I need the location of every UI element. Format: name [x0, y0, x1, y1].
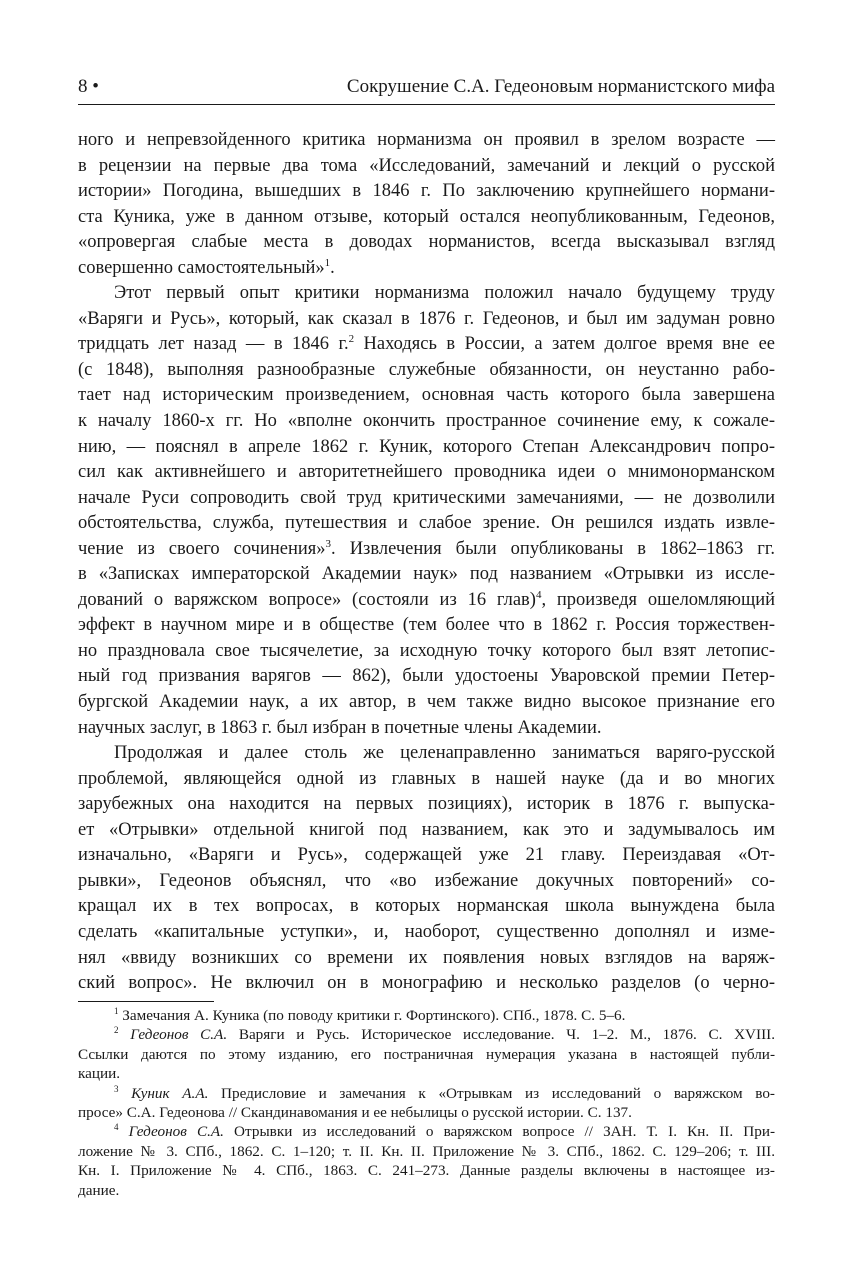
footnote-ref: 3	[325, 537, 332, 550]
text-line: Этот первый опыт критики норманизма положил начало будущему труду	[114, 283, 775, 304]
text-line: ста Куника, уже в данном отзыве, который остался неопубликованным, Гедеонов,	[78, 206, 775, 227]
text-line: кращал их в тех вопросах, в которых норманская школа вынуждена была	[78, 896, 775, 917]
running-header	[78, 74, 775, 105]
text-line: дований о варяжском вопросе» (состояли из 16 глав)$^4$, произведя ошеломляющий	[78, 588, 776, 610]
footnote-ref: 2	[348, 333, 355, 346]
footnote-line: кации.	[78, 1065, 121, 1083]
text-line: изначально, «Варяги и Русь», содержащей уже 21 главу. Переиздавая «От-	[78, 845, 775, 866]
text-line: научных заслуг, в 1863 г. был избран в почетные члены Академии.	[78, 717, 602, 738]
text-line: сделать «капитальные уступки», и, наоборот, существенно дополнял и изме-	[78, 921, 775, 942]
footnote-ref: 4	[535, 588, 542, 601]
text-line: в рецензии на первые два тома «Исследований, замечаний и лекций о русской	[78, 155, 775, 176]
text-line: эффект в научном мире и в обществе (тем более что в 1862 г. Россия торжествен-	[78, 615, 775, 636]
footnote-line: ложение № 3. СПб., 1862. С. 1–120; т. II. Кн. II. Приложение № 3. СПб., 1862. С. 129–206; т. III.	[78, 1142, 775, 1160]
text-line: истории» Погодина, вышедших в 1846 г. По заключению крупнейшего нормани-	[78, 181, 775, 202]
footnote-ref: 1	[324, 256, 331, 269]
text-line: «Варяги и Русь», который, как сказал в 1876 г. Гедеонов, и был им задуман ровно	[78, 308, 775, 329]
text-line: Продолжая и далее столь же целенаправленно заниматься варяго-русской	[114, 743, 775, 764]
text-line: тает над историческим произведением, основная часть которого была завершена	[78, 385, 775, 406]
text-line: (с 1848), выполняя разнообразные служебные обязанности, он неустанно рабо-	[78, 359, 775, 380]
text-line: тридцать лет назад — в 1846 г.$^2$ Находясь в России, а затем долгое время вне ее	[78, 333, 775, 355]
text-line: к началу 1860-х гг. Но «вполне окончить пространное сочинение ему, к сожале-	[78, 411, 775, 432]
text-line: в «Записках императорской Академии наук» под названием «Отрывки из иссле-	[78, 564, 775, 585]
footnote-divider	[78, 1001, 214, 1002]
text-line: но праздновала свое тысячелетие, за исходную точку которого был взят летопис-	[78, 640, 775, 661]
text-line: нял «ввиду возникших со времени их появления новых взглядов на варяж-	[78, 947, 775, 968]
text-line: ного и непревзойденного критика норманизма он проявил в зрелом возрасте —	[78, 130, 775, 150]
footnote-author: Гедеонов С.А.	[130, 1026, 228, 1044]
footnote-4: $^4$ Гедеонов С.А. Отрывки из исследований о варяжском вопросе // ЗАН. Т. I. Кн. II. При-	[114, 1122, 776, 1141]
text-line: «опровергая слабые места в доводах норманистов, всегда высказывал взгляд	[78, 232, 775, 253]
footnote-2: $^2$ Гедеонов С.А. Варяги и Русь. Историческое исследование. Ч. 1–2. М., 1876. С. XVIII.	[114, 1025, 775, 1044]
text-line: ский вопрос». Не включил он в монографию и несколько разделов (о черно-	[78, 973, 775, 994]
text-line: бургской Академии наук, а их автор, в чем также видно высокое признание его	[78, 692, 775, 713]
footnotes	[78, 1006, 775, 1200]
footnote-line: Ссылки даются по этому изданию, его постраничная нумерация указана в настоящей публи-	[78, 1045, 775, 1063]
text-line: обстоятельства, служба, путешествия и слабое зрение. Он решился издать извле-	[78, 513, 775, 534]
text-line: чение из своего сочинения»$^3$. Извлечения были опубликованы в 1862–1863 гг.	[78, 537, 775, 559]
footnote-line: просе» С.А. Гедеонова // Скандинавомания и ее небылицы о русской истории. С. 137.	[78, 1103, 632, 1121]
text-line: рывки», Гедеонов объяснял, что «во избежание докучных повторений» со-	[78, 870, 775, 891]
text-line: ет «Отрывки» отдельной книгой под названием, как это и задумывалось им	[78, 819, 775, 840]
text-line: нию, — пояснял в апреле 1862 г. Куник, которого Степан Александрович попро-	[78, 436, 775, 457]
text-line: проблемой, являющейся одной из главных в нашей науке (да и во многих	[78, 768, 775, 789]
text-line: ный год призвания варягов — 862), были удостоены Уваровской премии Петер-	[78, 666, 775, 687]
footnote-3: $^3$ Куник А.А. Предисловие и замечания к «Отрывкам из исследований о варяжском во-	[114, 1083, 775, 1102]
footnote-line: Кн. I. Приложение № 4. СПб., 1863. С. 241–273. Данные разделы включены в настоящее из-	[78, 1162, 775, 1180]
text-line: начале Руси сопроводить свой труд критическими замечаниями, — не дозволили	[78, 487, 775, 508]
running-title: Сокрушение С.А. Гедеоновым норманистского мифа	[346, 76, 775, 97]
footnote-line: дание.	[78, 1181, 120, 1199]
main-text	[78, 128, 775, 997]
footnote-author: Гедеонов С.А.	[128, 1123, 224, 1141]
text-line: зарубежных она находится на первых позициях), историк в 1876 г. выпуска-	[78, 794, 775, 815]
footnote-author: Куник А.А.	[131, 1084, 209, 1102]
text-line: совершенно самостоятельный»$^1$.	[78, 256, 335, 278]
text-line: сил как активнейшего и авторитетнейшего проводника идеи о мнимонорманском	[78, 462, 775, 483]
footnote-1: $^1$ Замечания А. Куника (по поводу критики г. Фортинского). СПб., 1878. С. 5–6.	[114, 1005, 626, 1024]
page-number: 8 •	[78, 76, 99, 97]
